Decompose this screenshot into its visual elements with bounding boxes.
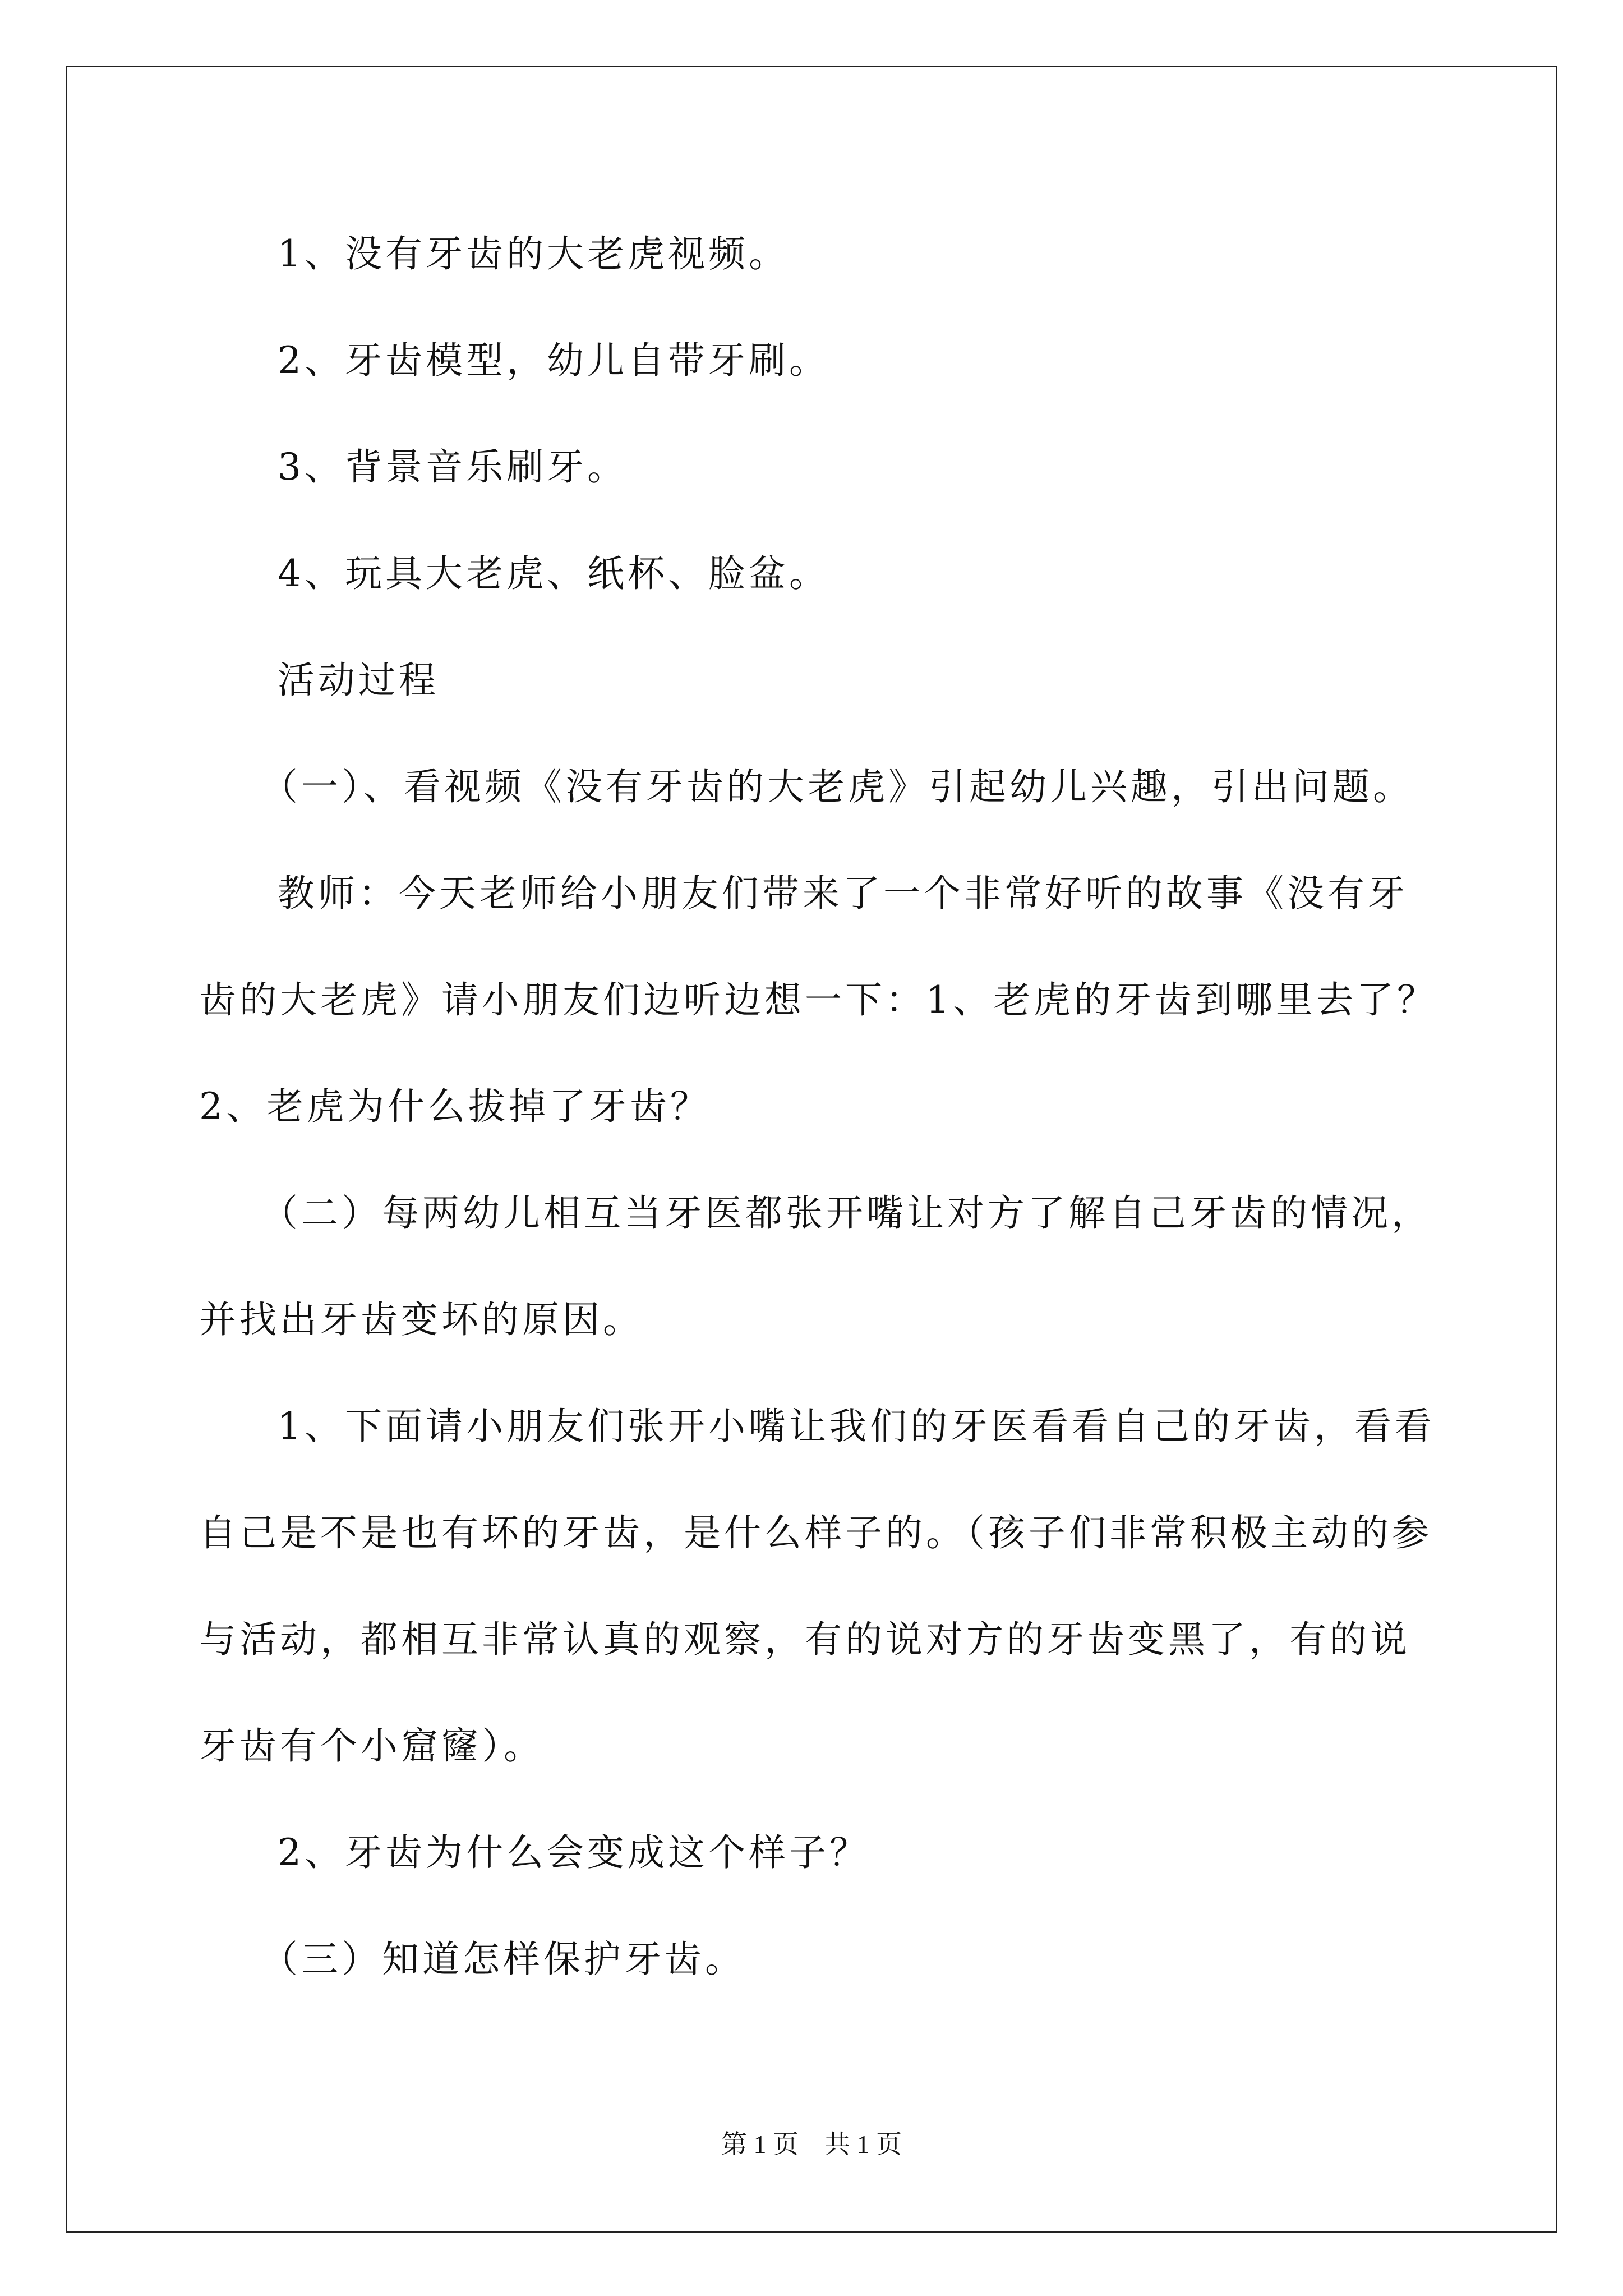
list-item-4: 4、玩具大老虎、纸杯、脸盆。	[278, 552, 829, 595]
paragraph-line: 与活动，都相互非常认真的观察，有的说对方的牙齿变黑了，有的说	[199, 1618, 1410, 1661]
list-item-3: 3、背景音乐刷牙。	[278, 445, 628, 489]
step-two-heading: （二）每两幼儿相互当牙医都张开嘴让对方了解自己牙齿的情况，	[261, 1191, 1432, 1235]
paragraph-line: 自己是不是也有坏的牙齿，是什么样子的。（孩子们非常积极主动的参	[199, 1511, 1432, 1554]
list-item-2: 2、牙齿模型，幼儿自带牙刷。	[278, 339, 829, 382]
step-one-heading: （一）、看视频《没有牙齿的大老虎》引起幼儿兴趣，引出问题。	[261, 765, 1413, 808]
paragraph-line: 1、下面请小朋友们张开小嘴让我们的牙医看看自己的牙齿，看看	[278, 1405, 1435, 1448]
list-item-1: 1、没有牙齿的大老虎视频。	[278, 232, 789, 275]
page-number-footer: 第 1 页 共 1 页	[721, 2130, 902, 2159]
paragraph-line: 教师：今天老师给小朋友们带来了一个非常好听的故事《没有牙	[278, 872, 1408, 915]
paragraph-line: 齿的大老虎》请小朋友们边听边想一下：1、老虎的牙齿到哪里去了？	[199, 978, 1437, 1022]
page-border	[66, 66, 1557, 2233]
step-three-heading: （三）知道怎样保护牙齿。	[261, 1938, 745, 1981]
paragraph-line: 2、老虎为什么拔掉了牙齿？	[199, 1085, 711, 1128]
paragraph-line: 牙齿有个小窟窿）。	[199, 1724, 544, 1768]
paragraph-line: 2、牙齿为什么会变成这个样子？	[278, 1831, 870, 1874]
paragraph-line: 并找出牙齿变坏的原因。	[199, 1298, 643, 1341]
section-heading: 活动过程	[278, 659, 439, 702]
